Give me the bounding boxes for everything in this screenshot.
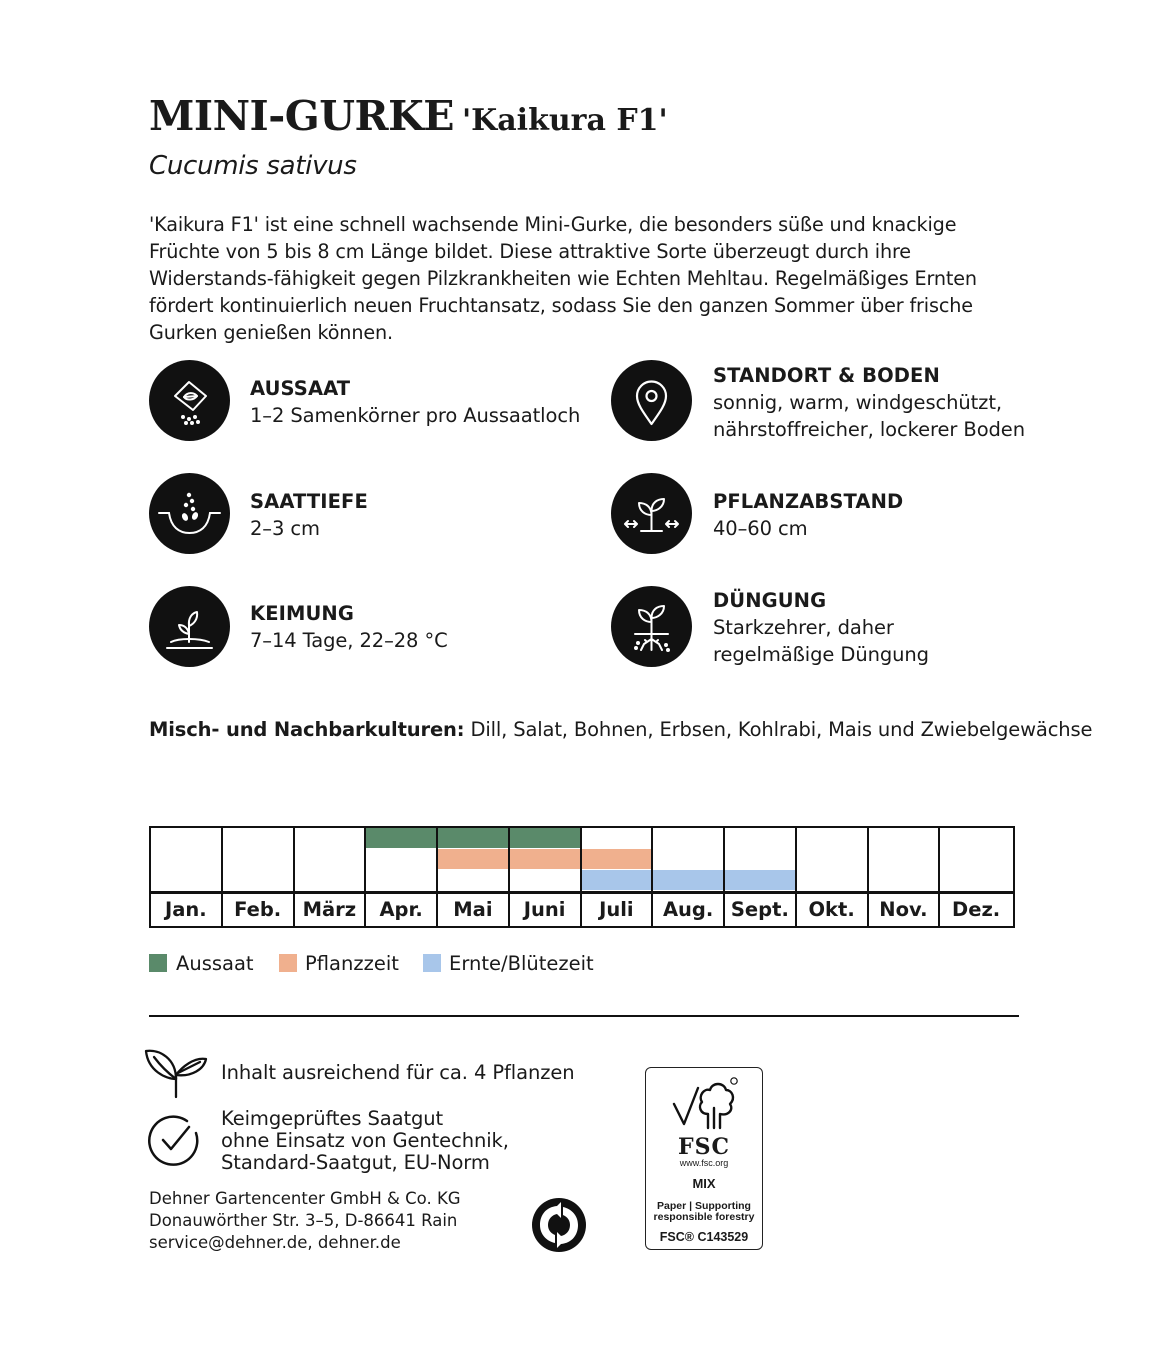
product-name: MINI-GURKE [149, 92, 454, 140]
sowing-calendar [149, 826, 1015, 928]
calendar-month-label: Dez. [952, 898, 1001, 921]
plant-spacing-icon [611, 473, 692, 554]
duengung-line1: Starkzehrer, daher [713, 616, 894, 639]
leaves-icon [142, 1043, 210, 1099]
companion-list: Dill, Salat, Bohnen, Erbsen, Kohlrabi, Mais und Zwiebelgewächse [464, 718, 1093, 741]
calendar-month-label: Juni [510, 893, 582, 927]
quality-line2: ohne Einsatz von Gentechnik, [221, 1129, 509, 1152]
companion-plants [149, 718, 1092, 741]
quality-line1: Keimgeprüftes Saatgut [221, 1107, 444, 1130]
fsc-logo-text: FSC [677, 1134, 731, 1160]
section-divider [149, 1015, 1019, 1017]
calendar-month-label: Feb. [223, 893, 295, 927]
fsc-url: www.fsc.org [679, 1158, 729, 1168]
calendar-cell [366, 828, 438, 892]
aussaat-text: 1–2 Samenkörner pro Aussaatloch [250, 404, 581, 427]
calendar-cell [869, 828, 941, 892]
fsc-mix: MIX [692, 1176, 716, 1191]
legend-aussaat-swatch [149, 954, 167, 972]
company-name: Dehner Gartencenter GmbH & Co. KG [149, 1189, 461, 1208]
legend-pflanzzeit-swatch [279, 954, 297, 972]
legend-ernte-swatch [423, 954, 441, 972]
fsc-desc-line1: Paper | Supporting [657, 1200, 751, 1212]
calendar-month-label: März [295, 893, 367, 927]
calendar-month-label: Apr. [366, 893, 438, 927]
calendar-month-label: Aug. [653, 893, 725, 927]
calendar-cell [797, 828, 869, 892]
calendar-cell [510, 828, 582, 892]
intro-text: 'Kaikura F1' ist eine schnell wachsende Mini-Gurke, die besonders süße und knackige Früchte von 5 bis 8 cm Länge bildet. Diese attraktive Sorte überzeugt durch ihre Widerstands-fähigkeit gegen Pilzkrankheiten wie Echten Mehltau. Regelmäßiges Ernten fördert kontinuierlich neuen Fruchtansatz, sodass Sie den ganzen Sommer über frische Gurken genießen können. [149, 213, 977, 344]
legend-pflanzzeit-label: Pflanzzeit [305, 952, 399, 975]
legend-aussaat-label: Aussaat [176, 952, 254, 975]
calendar-month-label: Mai [438, 893, 510, 927]
calendar-month-label: Nov. [869, 893, 941, 927]
saattiefe-text: 2–3 cm [250, 517, 320, 540]
latin-name: Cucumis sativus [149, 151, 357, 181]
calendar-cell [653, 828, 725, 892]
duengung-heading: DÜNGUNG [713, 589, 827, 612]
keimung-text: 7–14 Tage, 22–28 °C [250, 629, 448, 652]
pflanzabstand-heading: PFLANZABSTAND [713, 490, 904, 513]
companion-label: Misch- und Nachbarkulturen: [149, 718, 465, 741]
quality-line3: Standard-Saatgut, EU-Norm [221, 1151, 490, 1174]
sprout-icon [149, 586, 230, 667]
calendar-month-label: Sept. [725, 893, 797, 927]
calendar-cell [725, 828, 797, 892]
aussaat-heading: AUSSAAT [250, 377, 351, 400]
fsc-tree-icon [646, 1074, 762, 1139]
variety-name: 'Kaikura F1' [461, 103, 668, 138]
standort-line2: nährstoffreicher, lockerer Boden [713, 418, 1025, 441]
pflanzabstand-text: 40–60 cm [713, 517, 808, 540]
calendar-cell [295, 828, 367, 892]
seed-depth-icon [149, 473, 230, 554]
seed-packet-icon [149, 360, 230, 441]
checkmark-icon [147, 1113, 201, 1167]
calendar-cell [151, 828, 223, 892]
duengung-line2: regelmäßige Düngung [713, 643, 929, 666]
company-contact: service@dehner.de, dehner.de [149, 1233, 401, 1252]
keimung-heading: KEIMUNG [250, 602, 354, 625]
green-dot-icon [531, 1197, 587, 1253]
fsc-code: FSC® C143529 [659, 1230, 749, 1244]
product-title [149, 92, 668, 140]
calendar-month-label: Okt. [797, 893, 869, 927]
calendar-month-label: Jan. [151, 893, 223, 927]
plant-roots-icon [611, 586, 692, 667]
saattiefe-heading: SAATTIEFE [250, 490, 368, 513]
fsc-desc-line2: responsible forestry [653, 1211, 755, 1223]
standort-heading: STANDORT & BODEN [713, 364, 940, 387]
legend-ernte-label: Ernte/Blütezeit [449, 952, 594, 975]
calendar-cell [223, 828, 295, 892]
calendar-cell [582, 828, 654, 892]
calendar-month-label: Juli [582, 893, 654, 927]
company-address: Donauwörther Str. 3–5, D-86641 Rain [149, 1211, 458, 1230]
content-amount: Inhalt ausreichend für ca. 4 Pflanzen [221, 1061, 575, 1084]
location-pin-icon [611, 360, 692, 441]
calendar-cell [438, 828, 510, 892]
fsc-label [645, 1067, 763, 1250]
standort-line1: sonnig, warm, windgeschützt, [713, 391, 1002, 414]
